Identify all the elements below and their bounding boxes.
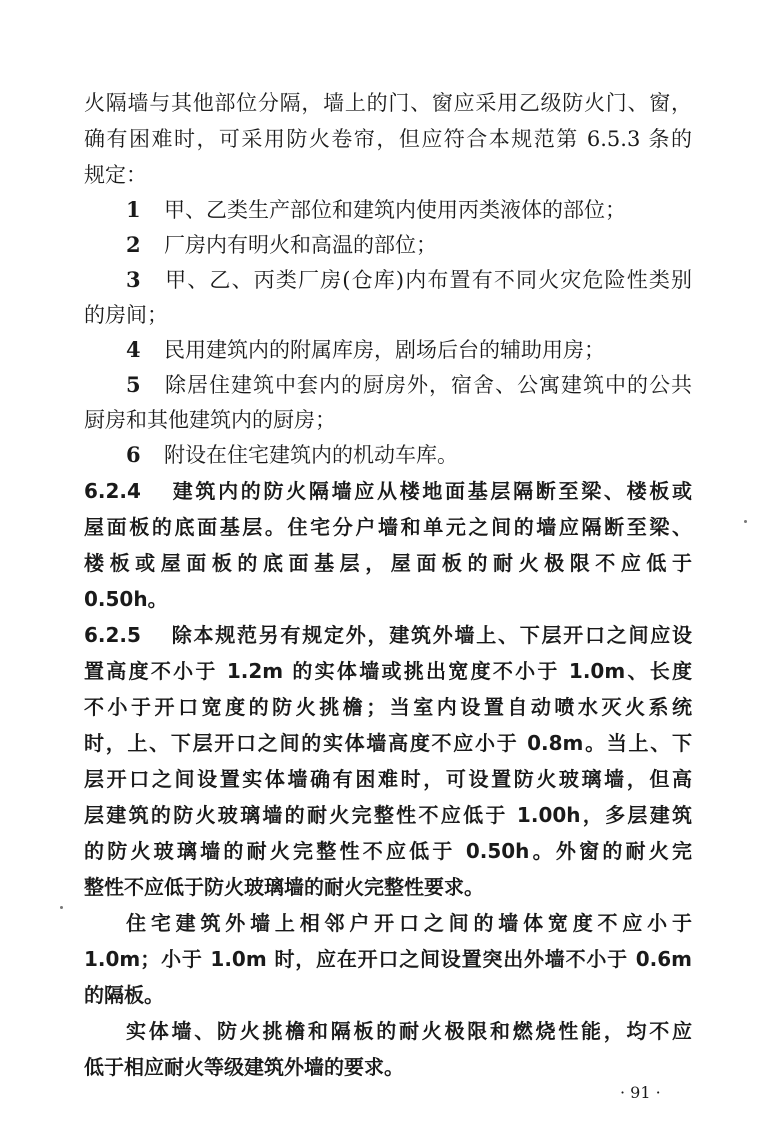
clause-line: 的防火玻璃墙的耐火完整性不应低于 0.50h。外窗的耐火完 — [84, 839, 692, 863]
list-item — [126, 335, 692, 365]
clause-line: 低于相应耐火等级建筑外墙的要求。 — [84, 1055, 404, 1079]
item-number: 1 — [126, 197, 141, 222]
clause-line: 的隔板。 — [84, 983, 164, 1007]
item-number: 3 — [126, 267, 141, 292]
clause-line: 不小于开口宽度的防火挑檐；当室内设置自动喷水灭火系统 — [84, 695, 692, 719]
clause-number: 6.2.5 — [84, 623, 141, 647]
clause-line: 层建筑的防火玻璃墙的耐火完整性不应低于 1.00h，多层建筑 — [84, 803, 692, 827]
item-text: 民用建筑内的附属库房，剧场后台的辅助用房； — [164, 338, 605, 362]
list-item — [126, 195, 692, 225]
item-text: 甲、乙类生产部位和建筑内使用丙类液体的部位； — [164, 198, 626, 222]
clause-line: 时，上、下层开口之间的实体墙高度不应小于 0.8m。当上、下 — [84, 731, 692, 755]
clause-paragraph: 住宅建筑外墙上相邻户开口之间的墙体宽度不应小于 — [126, 911, 692, 935]
clause-line: 楼板或屋面板的底面基层，屋面板的耐火极限不应低于 — [84, 551, 692, 575]
list-item — [126, 230, 692, 260]
clause-6-2-4 — [84, 476, 692, 506]
intro-line-2: 确有困难时，可采用防火卷帘，但应符合本规范第 6.5.3 条的 — [84, 127, 692, 151]
clause-line: 0.50h。 — [84, 587, 168, 611]
item-number: 4 — [126, 337, 141, 362]
page-number: · 91 · — [620, 1083, 661, 1102]
clause-line: 置高度不小于 1.2m 的实体墙或挑出宽度不小于 1.0m、长度 — [84, 659, 692, 683]
item-number: 2 — [126, 232, 141, 257]
item-text: 除居住建筑中套内的厨房外，宿舍、公寓建筑中的公共 — [164, 373, 692, 397]
clause-line: 屋面板的底面基层。住宅分户墙和单元之间的墙应隔断至梁、 — [84, 515, 692, 539]
clause-6-2-5 — [84, 620, 692, 650]
clause-paragraph: 实体墙、防火挑檐和隔板的耐火极限和燃烧性能，均不应 — [126, 1019, 692, 1043]
clause-number: 6.2.4 — [84, 479, 141, 503]
item-number: 5 — [126, 372, 141, 397]
list-item — [126, 265, 692, 295]
intro-line-1: 火隔墙与其他部位分隔，墙上的门、窗应采用乙级防火门、窗， — [84, 91, 692, 115]
item-continuation: 厨房和其他建筑内的厨房； — [84, 408, 336, 432]
clause-line: 整性不应低于防火玻璃墙的耐火完整性要求。 — [84, 875, 484, 899]
item-continuation: 的房间； — [84, 303, 168, 327]
scan-speck — [744, 520, 747, 523]
clause-line: 层开口之间设置实体墙确有困难时，可设置防火玻璃墙，但高 — [84, 767, 692, 791]
clause-line: 1.0m；小于 1.0m 时，应在开口之间设置突出外墙不小于 0.6m — [84, 947, 692, 971]
list-item — [126, 370, 692, 400]
list-item — [126, 440, 692, 470]
item-text: 甲、乙、丙类厂房(仓库)内布置有不同火灾危险性类别 — [164, 268, 692, 292]
item-number: 6 — [126, 442, 141, 467]
item-text: 厂房内有明火和高温的部位； — [164, 233, 437, 257]
clause-text: 建筑内的防火隔墙应从楼地面基层隔断至梁、楼板或 — [170, 479, 692, 503]
intro-line-3: 规定： — [84, 163, 147, 187]
scan-speck — [60, 906, 63, 909]
clause-text: 除本规范另有规定外，建筑外墙上、下层开口之间应设 — [170, 623, 692, 647]
item-text: 附设在住宅建筑内的机动车库。 — [164, 443, 458, 467]
